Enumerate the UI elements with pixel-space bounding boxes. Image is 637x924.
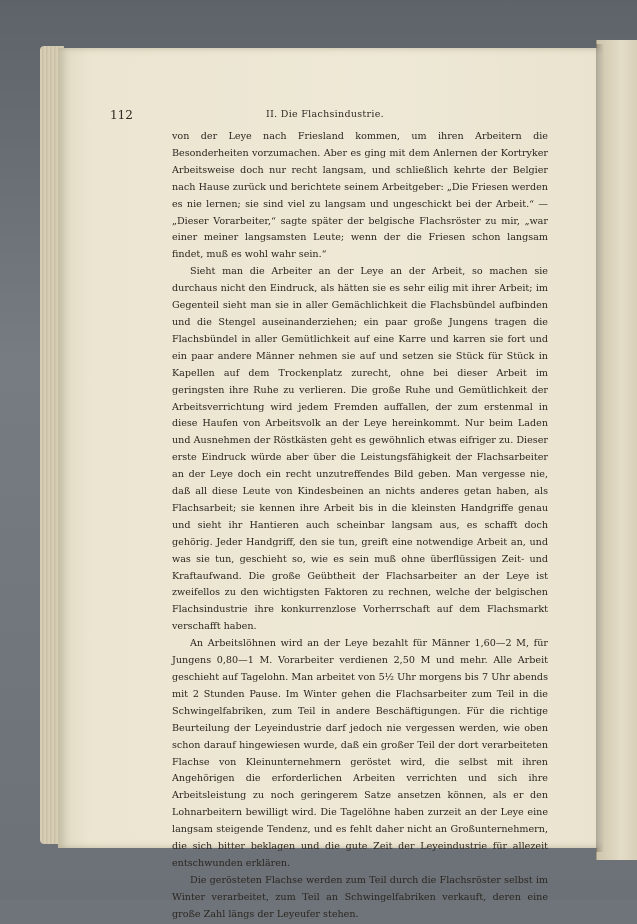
page-number: 112 (110, 108, 133, 122)
paragraph: Sieht man die Arbeiter an der Leye an der Arbeit, so machen sie durchaus nicht den Eindruck, als hätten sie es sehr eilig mit ihrer Arbeit; im Gegenteil sieht man sie in aller Gemächlichkeit die Flachsbündel aufbinden und die Stengel auseinanderziehen; ein paar große Jungens tragen die Flachsbündel in aller Gemütlichkeit auf eine Karre und karren sie fort und ein paar andere Männer nehmen sie auf und setzen sie Stück für Stück in Kapellen auf dem Trockenplatz zurecht, ohne bei dieser Arbeit im geringsten ihre Ruhe zu verlieren. Die große Ruhe und Gemütlichkeit der Arbeitsverrichtung wird jedem Fremden auffallen, der zum erstenmal in diese Haufen von Arbeitsvolk an der Leye hereinkommt. Nur beim Laden und Ausnehmen der Röstkästen geht es gewöhnlich etwas eifriger zu. Dieser erste Eindruck würde aber über die Leistungsfähigkeit der Flachsarbeiter an der Leye doch ein recht unzutreffendes Bild geben. Man vergesse nie, daß all diese Leute von Kindesbeinen an nichts anderes getan haben, als Flachsarbeit; sie kennen ihre Arbeit bis in die kleinsten Handgriffe genau und sieht ihr Hantieren auch scheinbar langsam aus, es schafft doch gehörig. Jeder Handgriff, den sie tun, greift eine notwendige Arbeit an, und was sie tun, geschieht so, wie es sein muß ohne überflüssigen Zeit- und Kraftaufwand. Die große Geübtheit der Flachsarbeiter an der Leye ist zweifellos zu den wichtigsten Faktoren zu rechnen, welche der belgischen Flachsindustrie ihre konkurrenzlose Vorherrschaft auf dem Flachsmarkt verschafft haben. (172, 266, 548, 633)
paragraph: Die gerösteten Flachse werden zum Teil durch die Flachsröster selbst im Winter verarbeitet, zum Teil an Schwingelfabriken verkauft, deren eine große Zahl längs der Leyeufer stehen. (172, 874, 548, 920)
page-header (110, 108, 540, 124)
paragraph: von der Leye nach Friesland kommen, um ihren Arbeitern die Besonderheiten vorzumachen. Aber es ging mit dem Anlernen der Kortryker Arbeitsweise doch nur recht langsam, und schließlich kehrte der Belgier nach Hause zurück und berichtete seinem Arbeitgeber: „Die Friesen werden es nie lernen; sie sind viel zu langsam und ungeschickt bei der Arbeit.“ — „Dieser Vorarbeiter,“ sagte später der belgische Flachsröster zu mir, „war einer meiner langsamsten Leute; wenn der die Friesen schon langsam findet, muß es wohl wahr sein.“ (172, 131, 548, 261)
paragraph: An Arbeitslöhnen wird an der Leye bezahlt für Männer 1,60—2 M, für Jungens 0,80—1 M. Vorarbeiter verdienen 2,50 M und mehr. Alle Arbeit geschieht auf Tagelohn. Man arbeitet von 5½ Uhr morgens bis 7 Uhr abends mit 2 Stunden Pause. Im Winter gehen die Flachsarbeiter zum Teil in die Schwingelfabriken, zum Teil in andere Beschäftigungen. Für die richtige Beurteilung der Leyeindustrie darf jedoch nie vergessen werden, wie oben schon darauf hingewiesen wurde, daß ein großer Teil der dort verarbeiteten Flachse von Kleinunternehmern geröstet wird, die selbst mit ihren Angehörigen die erforderlichen Arbeiten verrichten und sich ihre Arbeitsleistung zu noch geringerem Satze ansetzen können, als er den Lohnarbeitern bewilligt wird. Die Tagelöhne haben zurzeit an der Leye eine langsam steigende Tendenz, und es fehlt daher nicht an Großunternehmern, die sich bitter beklagen und die gute Zeit der Leyeindustrie für allezeit entschwunden erklären. (172, 638, 548, 869)
body-text (172, 129, 548, 924)
running-head: II. Die Flachsindustrie. (266, 109, 384, 120)
gutter-shadow (596, 44, 604, 852)
